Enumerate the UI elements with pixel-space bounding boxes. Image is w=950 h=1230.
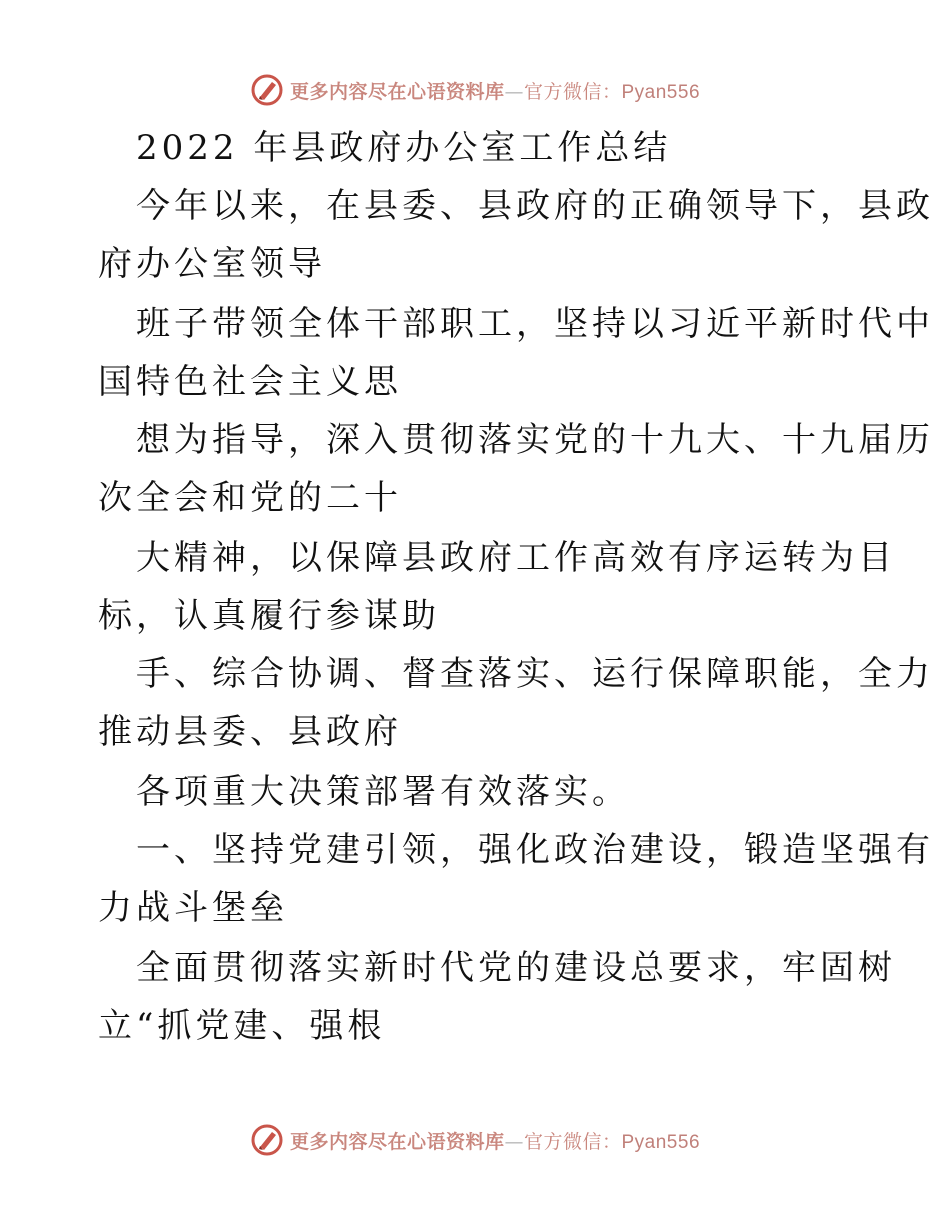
- body-line: 想为指导，深入贯彻落实党的十九大、十九届历: [136, 420, 934, 460]
- body-line: 各项重大决策部署有效落实。: [136, 772, 630, 812]
- footer-watermark: [0, 1120, 950, 1160]
- body-line: 府办公室领导: [98, 244, 326, 284]
- watermark-account: Pyan556: [621, 1131, 701, 1153]
- body-line: 次全会和党的二十: [98, 478, 402, 518]
- section-heading: 一、坚持党建引领，强化政治建设，锻造坚强有: [136, 830, 934, 870]
- header-watermark: [0, 70, 950, 110]
- body-line: 今年以来，在县委、县政府的正确领导下，县政: [136, 186, 934, 226]
- body-line: 立“抓党建、强根: [98, 1006, 386, 1046]
- watermark-brand: 更多内容尽在心语资料库: [289, 1130, 505, 1153]
- section-heading-continued: 力战斗堡垒: [98, 888, 288, 928]
- body-line: 班子带领全体干部职工，坚持以习近平新时代中: [136, 304, 934, 344]
- body-line: 推动县委、县政府: [98, 712, 402, 752]
- document-title: 2022 年县政府办公室工作总结: [136, 128, 672, 168]
- body-line: 大精神，以保障县政府工作高效有序运转为目: [136, 538, 896, 578]
- watermark-separator: —: [504, 1130, 524, 1153]
- watermark-text: [290, 1127, 700, 1154]
- watermark-brand: 更多内容尽在心语资料库: [289, 80, 505, 103]
- watermark-separator: —: [504, 80, 524, 103]
- watermark-official-label: 官方微信：: [523, 80, 622, 103]
- watermark-account: Pyan556: [621, 81, 701, 103]
- watermark-text: [290, 77, 700, 104]
- pen-logo-icon: [250, 1123, 284, 1157]
- watermark-official-label: 官方微信：: [523, 1130, 622, 1153]
- pen-logo-icon: [250, 73, 284, 107]
- body-line: 手、综合协调、督查落实、运行保障职能，全力: [136, 654, 934, 694]
- body-line: 标，认真履行参谋助: [98, 596, 440, 636]
- body-line: 国特色社会主义思: [98, 362, 402, 402]
- body-line: 全面贯彻落实新时代党的建设总要求，牢固树: [136, 948, 896, 988]
